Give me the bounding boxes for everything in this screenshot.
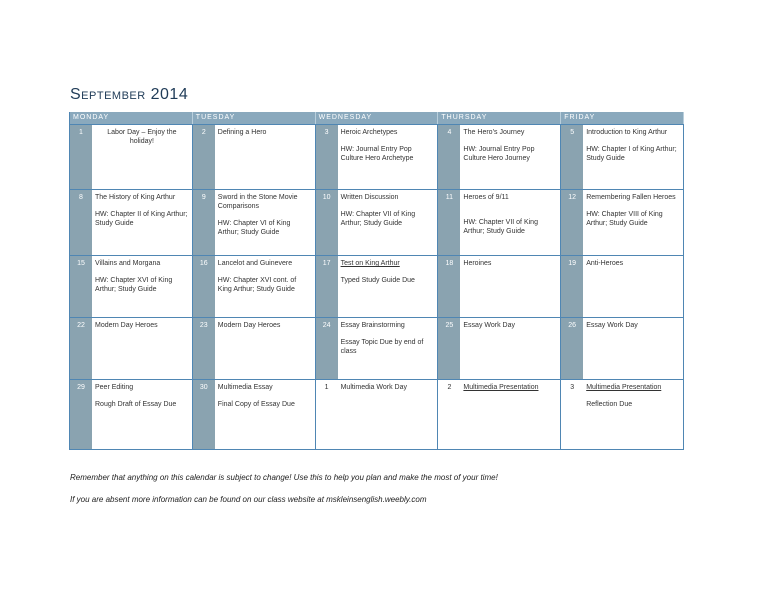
- day-number: 8: [70, 190, 92, 255]
- day-number: 23: [193, 318, 215, 379]
- day-topic: Multimedia Essay: [217, 384, 273, 391]
- day-homework: HW: Chapter VI of King Arthur; Study Guide: [217, 220, 291, 236]
- day-number: 10: [316, 190, 338, 255]
- day-topic: The History of King Arthur: [95, 194, 176, 201]
- day-cell: [561, 256, 684, 317]
- day-cell: [316, 256, 439, 317]
- day-topic: Introduction to King Arthur: [586, 129, 668, 136]
- day-homework: Essay Topic Due by end of class: [340, 339, 424, 355]
- day-cell: [70, 318, 193, 379]
- day-cell: [193, 380, 316, 449]
- day-cell: [561, 190, 684, 255]
- day-homework: HW: Chapter VII of King Arthur; Study Guide: [463, 219, 538, 235]
- day-cell: [438, 256, 561, 317]
- day-number: 17: [316, 256, 338, 317]
- day-homework: HW: Chapter VII of King Arthur; Study Guide: [340, 211, 416, 227]
- day-topic: Lancelot and Guinevere: [217, 260, 293, 267]
- day-cell: [316, 318, 439, 379]
- day-topic: Peer Editing: [95, 384, 134, 391]
- day-cell: [316, 125, 439, 189]
- day-number: 18: [438, 256, 460, 317]
- day-homework: HW: Chapter VIII of King Arthur; Study Guide: [586, 211, 663, 227]
- day-topic: Written Discussion: [340, 194, 399, 201]
- day-number: 1: [70, 125, 92, 189]
- day-number: 11: [438, 190, 460, 255]
- day-topic: Essay Brainstorming: [340, 322, 405, 329]
- note-change: Remember that anything on this calendar is subject to change! Use this to help you plan and make the most of your time!: [70, 473, 498, 482]
- week-row: [70, 317, 684, 379]
- day-topic: The Hero’s Journey: [463, 129, 525, 136]
- day-topic: Villains and Morgana: [95, 260, 161, 267]
- header-monday: MONDAY: [70, 112, 193, 124]
- day-number: 22: [70, 318, 92, 379]
- day-number: 3: [316, 125, 338, 189]
- day-topic: Multimedia Presentation: [586, 384, 662, 391]
- day-topic: Modern Day Heroes: [95, 322, 158, 329]
- day-cell: [561, 318, 684, 379]
- day-number: 16: [193, 256, 215, 317]
- day-number: 4: [438, 125, 460, 189]
- day-homework: Final Copy of Essay Due: [217, 401, 295, 408]
- day-number: 30: [193, 380, 215, 449]
- day-number: 1: [316, 380, 338, 449]
- day-topic: Defining a Hero: [217, 129, 267, 136]
- day-cell: [70, 256, 193, 317]
- page-title: September 2014: [70, 86, 189, 103]
- day-number: 26: [561, 318, 583, 379]
- week-row: [70, 189, 684, 255]
- day-cell: [561, 380, 684, 449]
- header-friday: FRIDAY: [561, 112, 684, 124]
- day-number: 25: [438, 318, 460, 379]
- day-number: 2: [193, 125, 215, 189]
- day-topic: Test on King Arthur: [340, 260, 400, 267]
- day-topic: Modern Day Heroes: [217, 322, 281, 329]
- week-row: [70, 255, 684, 317]
- day-topic: Essay Work Day: [586, 322, 638, 329]
- day-cell: [316, 190, 439, 255]
- day-topic: Anti-Heroes: [586, 260, 624, 267]
- day-homework: HW: Chapter I of King Arthur; Study Guide: [586, 146, 677, 162]
- header-tuesday: TUESDAY: [193, 112, 316, 124]
- day-topic: Multimedia Work Day: [340, 384, 407, 391]
- day-homework: Rough Draft of Essay Due: [95, 401, 177, 408]
- day-number: 24: [316, 318, 338, 379]
- day-homework: HW: Chapter XVI cont. of King Arthur; Study Guide: [217, 277, 297, 293]
- day-homework: Typed Study Guide Due: [340, 277, 415, 284]
- day-cell: [193, 256, 316, 317]
- day-topic: Remembering Fallen Heroes: [586, 194, 676, 201]
- day-homework: HW: Chapter II of King Arthur; Study Guide: [95, 211, 188, 227]
- day-cell: [193, 190, 316, 255]
- day-number: 3: [561, 380, 583, 449]
- header-thursday: THURSDAY: [438, 112, 561, 124]
- day-number: 19: [561, 256, 583, 317]
- day-topic: Heroes of 9/11: [463, 194, 509, 201]
- day-homework: HW: Journal Entry Pop Culture Hero Journey: [463, 146, 535, 162]
- week-row: [70, 379, 684, 449]
- day-topic: Heroic Archetypes: [340, 129, 398, 136]
- day-cell: [438, 380, 561, 449]
- day-topic: Multimedia Presentation: [463, 384, 539, 391]
- day-cell: [438, 125, 561, 189]
- week-row: [70, 124, 684, 189]
- weekday-header: [70, 112, 684, 124]
- calendar: [69, 112, 684, 450]
- day-cell: [70, 190, 193, 255]
- day-cell: [438, 190, 561, 255]
- day-number: 9: [193, 190, 215, 255]
- header-wednesday: WEDNESDAY: [316, 112, 439, 124]
- day-cell: [193, 318, 316, 379]
- day-cell: [561, 125, 684, 189]
- day-cell: [438, 318, 561, 379]
- day-homework: HW: Journal Entry Pop Culture Hero Archetype: [340, 146, 414, 162]
- day-cell: [193, 125, 316, 189]
- note-absent: If you are absent more information can be found on our class website at mskleinsenglish.weebly.com: [70, 495, 427, 504]
- day-topic: Labor Day – Enjoy the holiday!: [107, 129, 177, 145]
- day-cell: [70, 125, 193, 189]
- day-topic: Sword in the Stone Movie Comparisons: [217, 194, 298, 210]
- day-topic: Heroines: [463, 260, 492, 267]
- day-cell: [70, 380, 193, 449]
- day-number: 2: [438, 380, 460, 449]
- day-number: 29: [70, 380, 92, 449]
- day-number: 5: [561, 125, 583, 189]
- day-number: 15: [70, 256, 92, 317]
- day-number: 12: [561, 190, 583, 255]
- day-cell: [316, 380, 439, 449]
- day-homework: Reflection Due: [586, 401, 633, 408]
- day-homework: HW: Chapter XVI of King Arthur; Study Guide: [95, 277, 173, 293]
- day-topic: Essay Work Day: [463, 322, 515, 329]
